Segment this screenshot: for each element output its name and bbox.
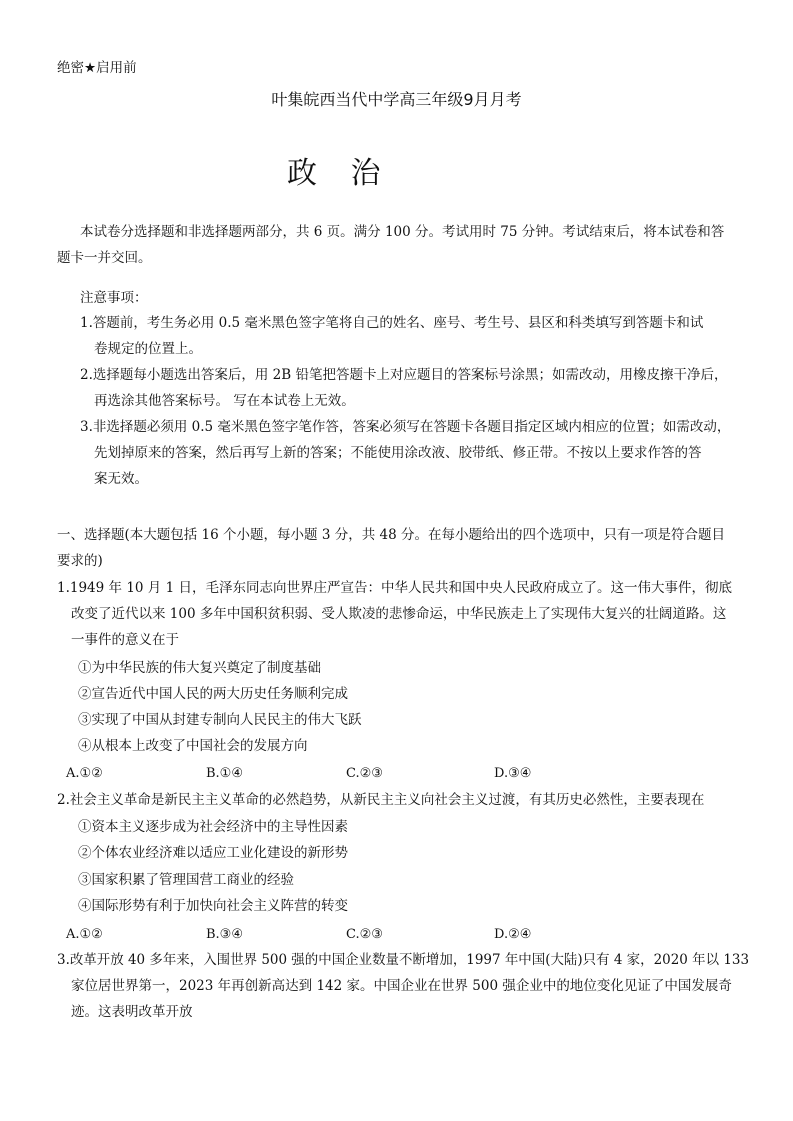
question-item: ②个体农业经济难以适应工业化建设的新形势 <box>78 845 348 861</box>
question-stem: 2.社会主义革命是新民主主义革命的必然趋势，从新民主主义向社会主义过渡，有其历史必然性，主要表现在 <box>57 792 705 808</box>
question-stem: 1.1949 年 10 月 1 日，毛泽东同志向世界庄严宣告：中华人民共和国中央人民政府成立了。这一伟大事件，彻底 <box>57 580 732 596</box>
option-c[interactable]: C.②③ <box>346 766 383 781</box>
notice-item: 2.选择题每小题选出答案后，用 2B 铅笔把答题卡上对应题目的答案标号涂黑；如需改动，用橡皮擦干净后， <box>80 367 728 383</box>
option-a[interactable]: A.①② <box>66 927 103 942</box>
question-stem: 改变了近代以来 100 多年中国积贫积弱、受人欺凌的悲惨命运，中华民族走上了实现伟大复兴的壮阔道路。这 <box>71 606 727 622</box>
question-item: ③国家积累了管理国营工商业的经验 <box>78 872 294 888</box>
question-stem: 3.改革开放 40 多年来，入围世界 500 强的中国企业数量不断增加，1997 年中国(大陆)只有 4 家，2020 年以 133 <box>57 952 750 968</box>
notice-item: 再选涂其他答案标号。 写在本试卷上无效。 <box>94 393 355 409</box>
option-d[interactable]: D.②④ <box>494 927 532 942</box>
intro-line: 题卡一并交回。 <box>57 250 152 266</box>
question-item: ④国际形势有利于加快向社会主义阵营的转变 <box>78 898 348 914</box>
question-item: ①资本主义逐步成为社会经济中的主导性因素 <box>78 819 348 835</box>
option-b[interactable]: B.③④ <box>206 927 243 942</box>
notice-item: 先划掉原来的答案，然后再写上新的答案；不能使用涂改液、胶带纸、修正带。不按以上要求作答的答 <box>94 445 702 461</box>
notice-item: 卷规定的位置上。 <box>94 341 202 357</box>
notice-item: 案无效。 <box>94 471 148 487</box>
question-stem: 家位居世界第一，2023 年再创新高达到 142 家。中国企业在世界 500 强企业中的地位变化见证了中国发展奇 <box>71 978 732 994</box>
question-item: ①为中华民族的伟大复兴奠定了制度基础 <box>78 660 321 676</box>
subject-title: 政 治 <box>287 156 393 191</box>
section-heading: 一、选择题(本大题包括 16 个小题，每小题 3 分，共 48 分。在每小题给出的四个选项中，只有一项是符合题目 <box>57 527 725 543</box>
option-c[interactable]: C.②③ <box>346 927 383 942</box>
question-stem: 迹。这表明改革开放 <box>71 1004 193 1020</box>
secret-label: 绝密★启用前 <box>57 60 137 76</box>
question-item: ④从根本上改变了中国社会的发展方向 <box>78 738 308 754</box>
notice-title: 注意事项： <box>80 290 148 306</box>
intro-line: 本试卷分选择题和非选择题两部分，共 6 页。满分 100 分。考试用时 75 分钟。考试结束后，将本试卷和答 <box>80 224 725 240</box>
question-item: ②宣告近代中国人民的两大历史任务顺利完成 <box>78 686 348 702</box>
option-b[interactable]: B.①④ <box>206 766 243 781</box>
option-d[interactable]: D.③④ <box>494 766 532 781</box>
question-stem: 一事件的意义在于 <box>71 632 179 648</box>
question-item: ③实现了中国从封建专制向人民民主的伟大飞跃 <box>78 712 362 728</box>
section-heading: 要求的) <box>57 553 103 569</box>
notice-item: 1.答题前，考生务必用 0.5 毫米黑色签字笔将自己的姓名、座号、考生号、县区和科类填写到答题卡和试 <box>80 315 704 331</box>
option-a[interactable]: A.①② <box>66 766 103 781</box>
notice-item: 3.非选择题必须用 0.5 毫米黑色签字笔作答，答案必须写在答题卡各题目指定区域内相应的位置；如需改动， <box>80 419 731 435</box>
exam-title: 叶集皖西当代中学高三年级9月月考 <box>271 90 522 109</box>
